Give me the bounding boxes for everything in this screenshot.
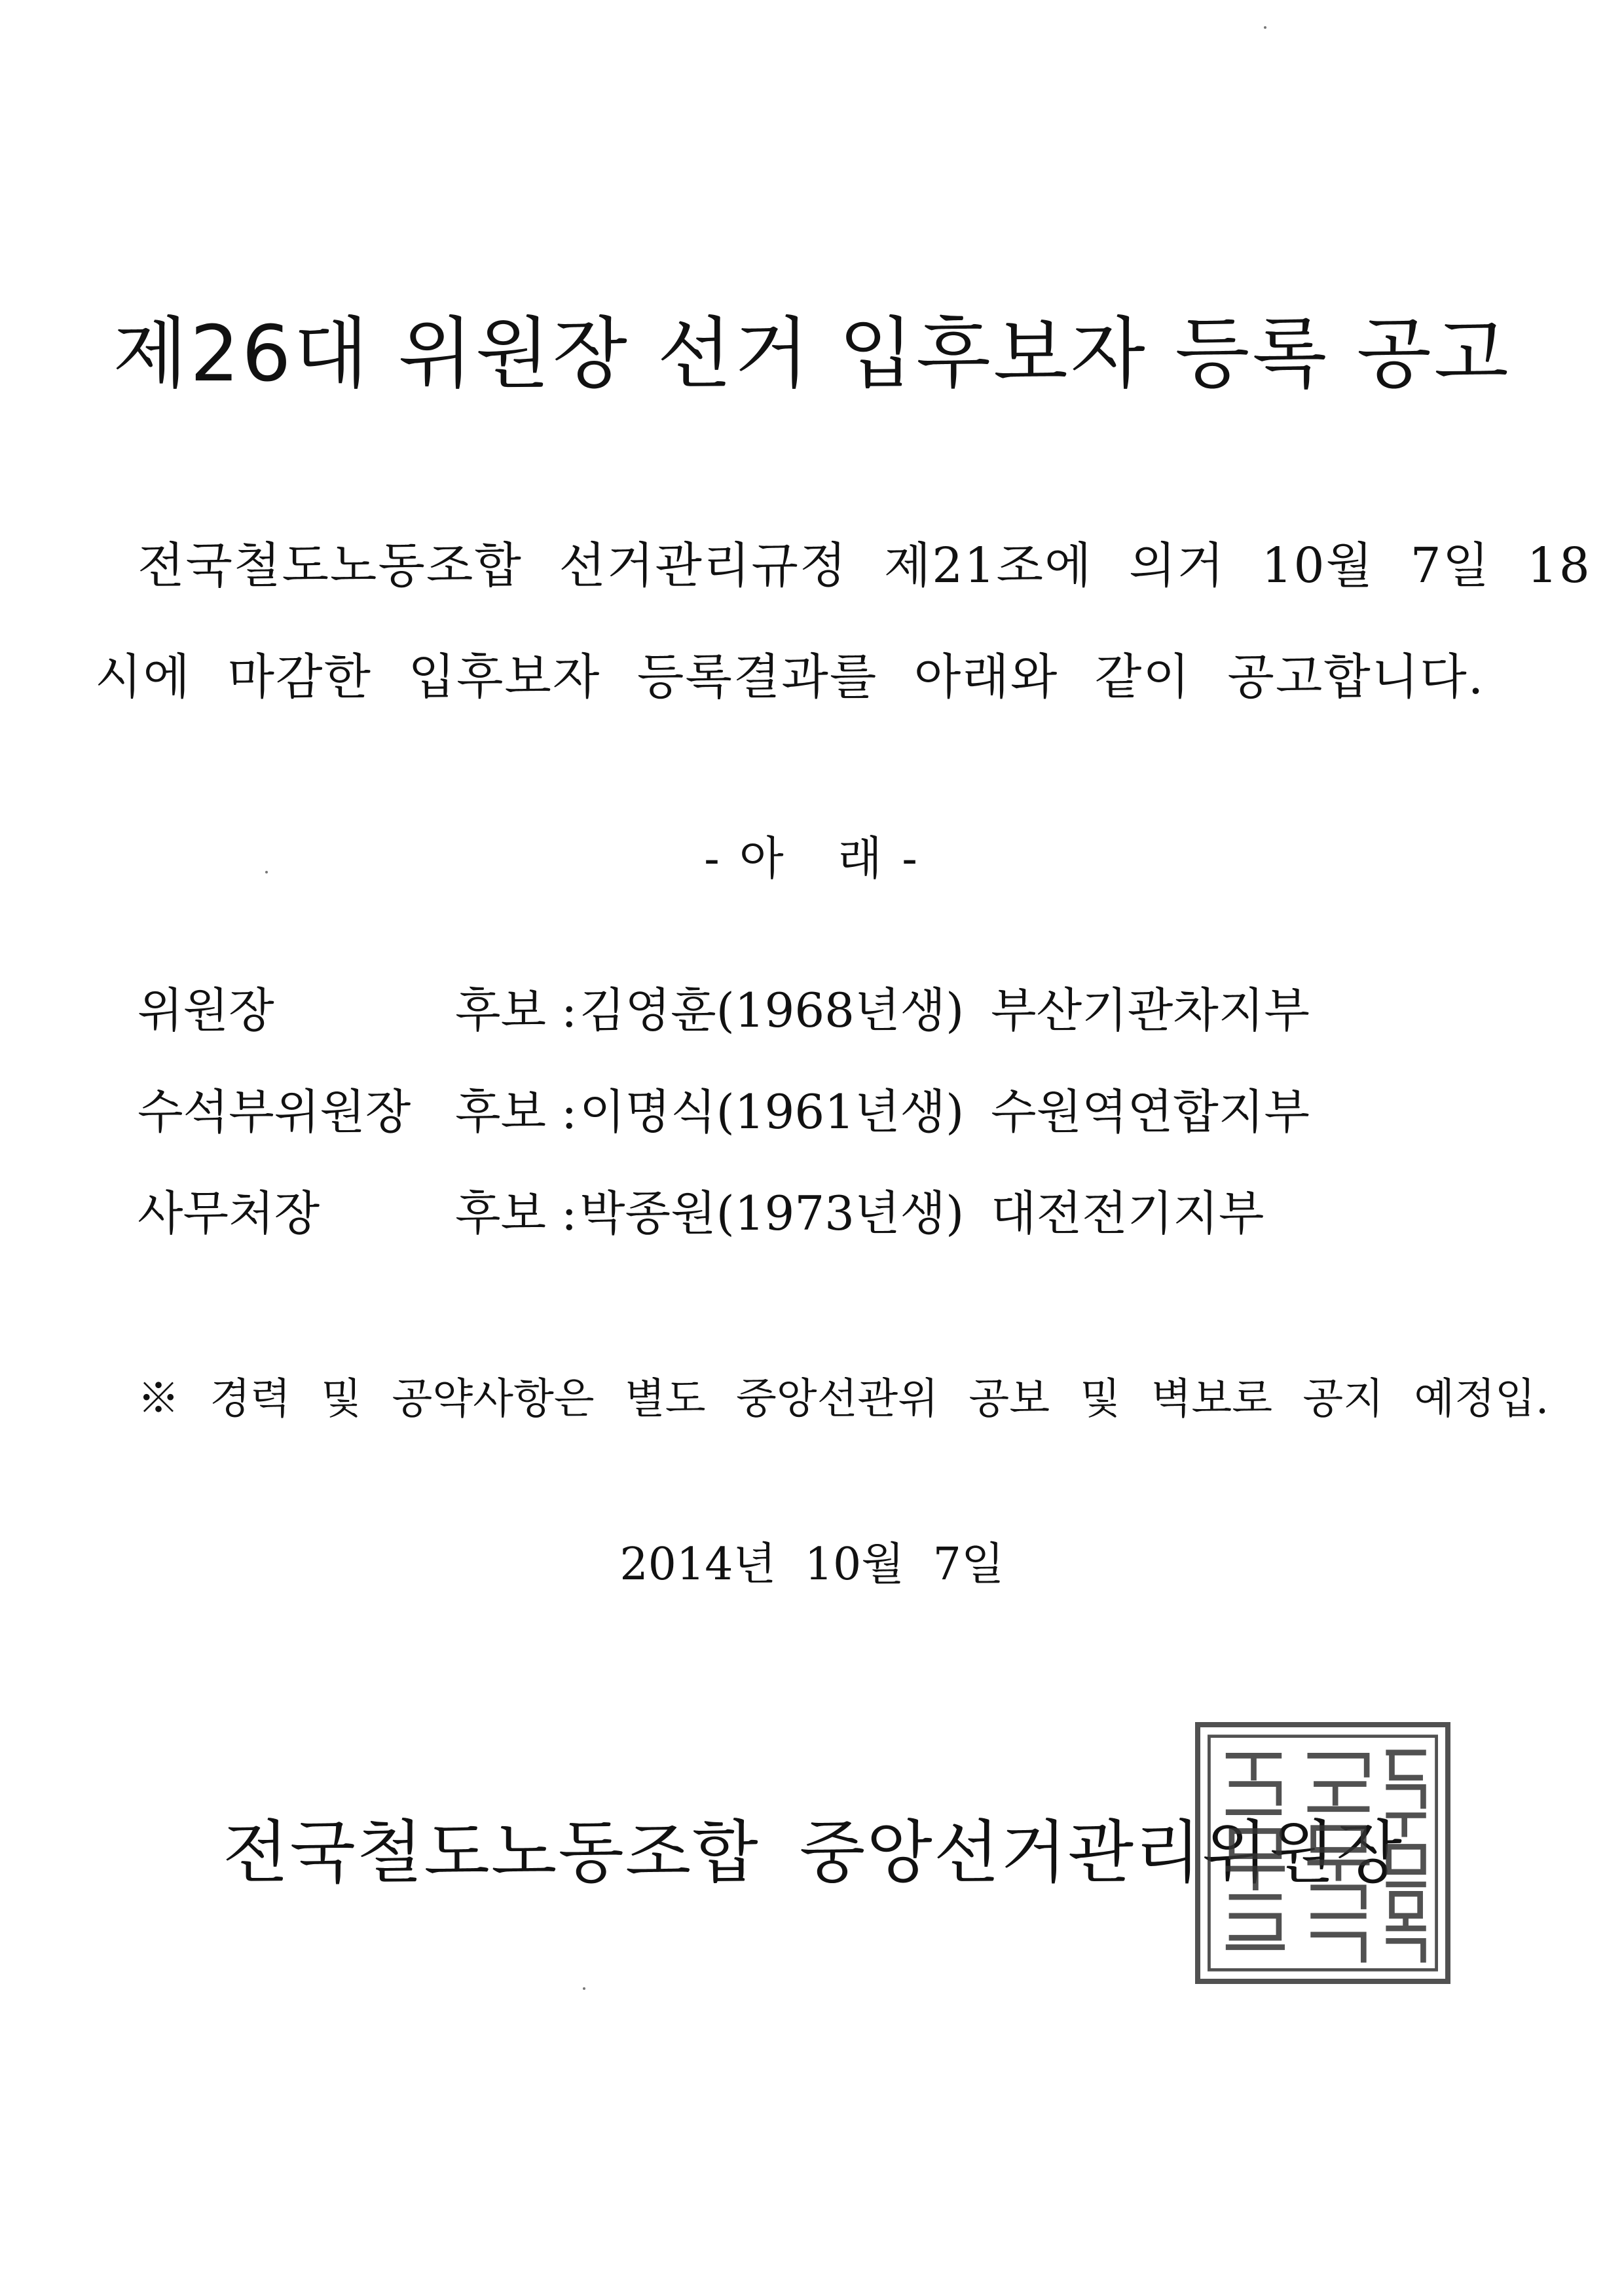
candidate-suffix: 후보 : — [455, 1186, 578, 1241]
notice-heading: - 아 래 - — [704, 832, 920, 885]
candidate-row-secretary-general — [138, 1175, 1264, 1243]
candidate-suffix: 후보 : — [455, 983, 578, 1038]
scan-speck — [583, 1987, 585, 1990]
candidate-detail: 김영훈(1968년생) 부산기관차지부 — [580, 983, 1310, 1038]
official-seal-icon — [1195, 1722, 1450, 1984]
candidate-role: 사무처장 — [138, 1186, 320, 1241]
candidate-row-vice-chairman — [138, 1074, 1310, 1142]
document-title: 제26대 위원장 선거 입후보자 등록 공고 — [113, 308, 1511, 399]
scan-speck — [265, 871, 268, 873]
candidate-role: 수석부위원장 — [138, 1084, 411, 1139]
candidate-detail: 이명식(1961년생) 수원역연합지부 — [580, 1084, 1310, 1139]
footnote: ※ 경력 및 공약사항은 별도 중앙선관위 공보 및 벽보로 공지 예정입. — [138, 1375, 1549, 1423]
issue-date: 2014년 10월 7일 — [619, 1539, 1005, 1590]
issuer-signature: 전국철도노동조합 중앙선거관리위원장 — [223, 1812, 1403, 1892]
candidate-suffix: 후보 : — [455, 1084, 578, 1139]
intro-line-2: 시에 마감한 입후보자 등록결과를 아래와 같이 공고합니다. — [95, 649, 1485, 705]
candidate-role: 위원장 — [138, 983, 274, 1038]
scan-speck — [1264, 26, 1266, 29]
intro-line-1: 전국철도노동조합 선거관리규정 제21조에 의거 10월 7일 18 — [138, 538, 1591, 594]
candidate-row-chairman — [138, 972, 1310, 1040]
candidate-detail: 박종원(1973년생) 대전전기지부 — [580, 1186, 1264, 1241]
